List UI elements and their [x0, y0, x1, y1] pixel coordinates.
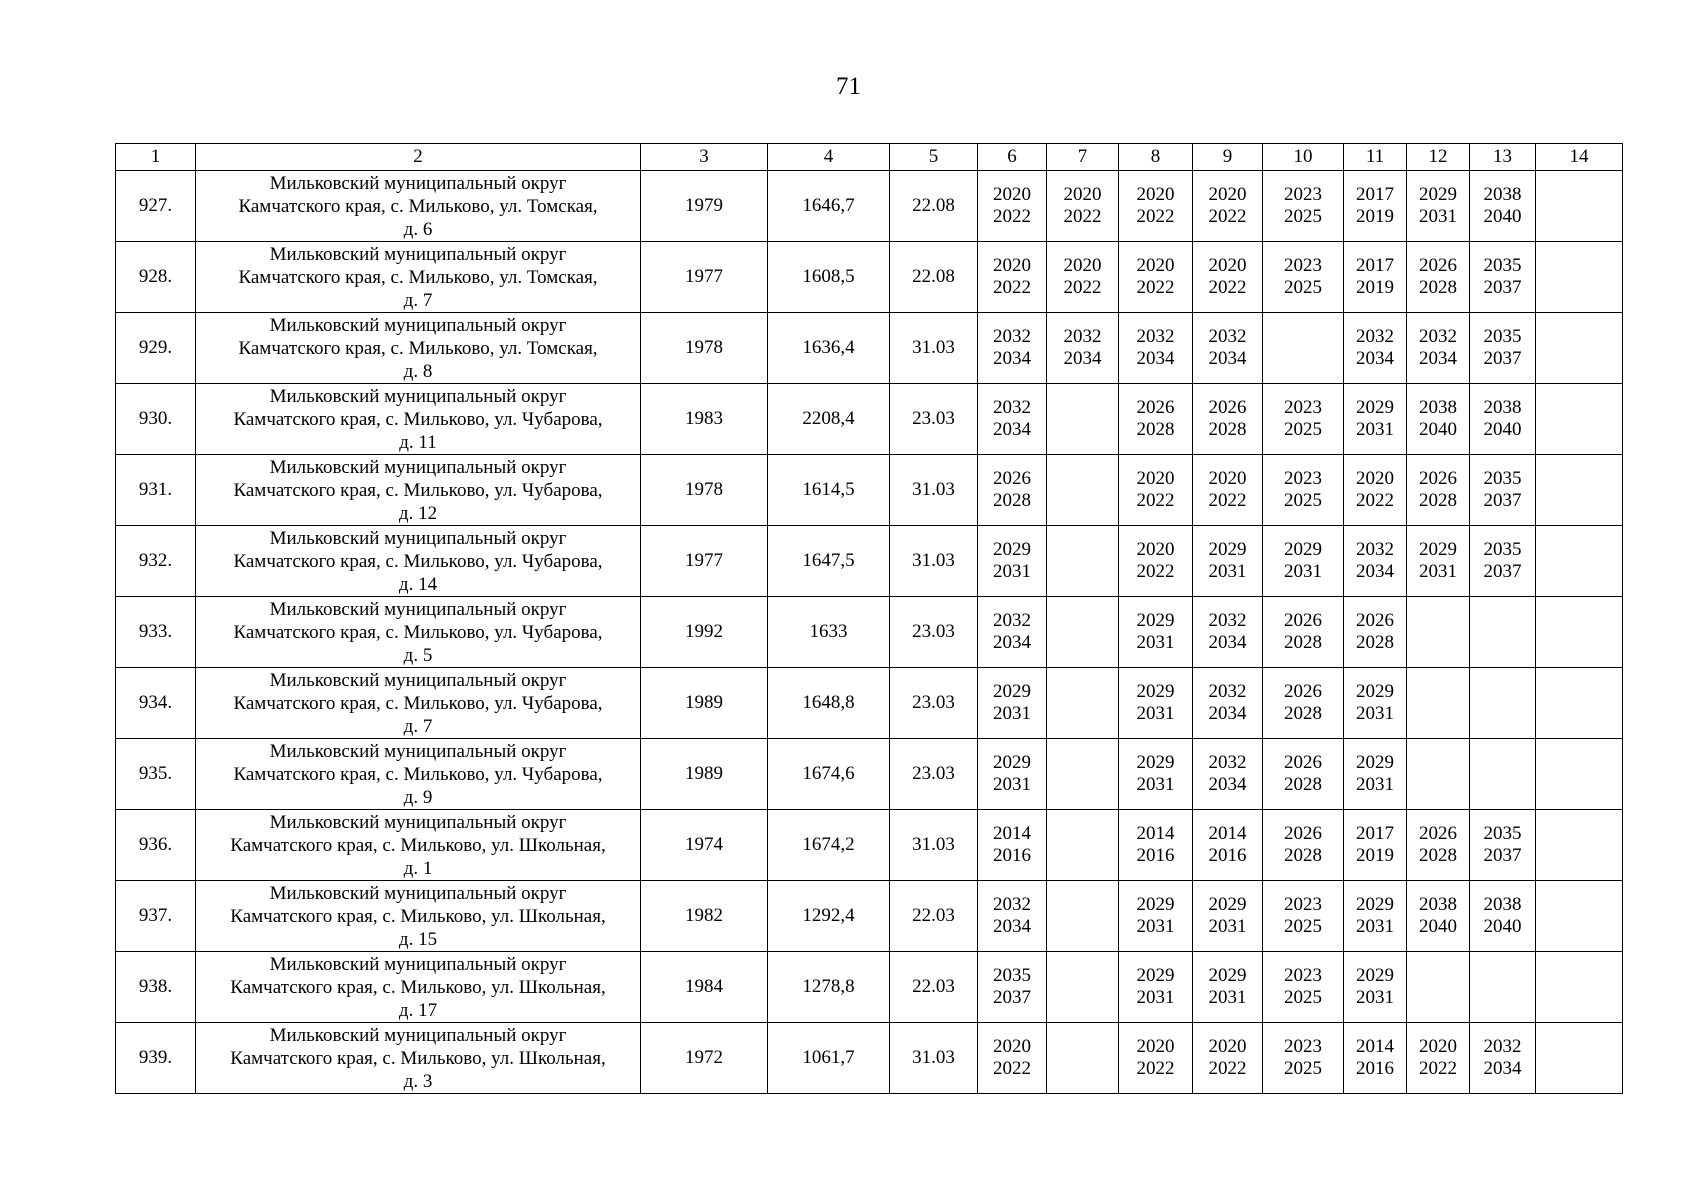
col8-cell: 2029 2031 [1119, 668, 1193, 739]
col14-cell [1536, 384, 1623, 455]
build-year-cell: 1979 [641, 171, 768, 242]
table-row [116, 597, 1623, 668]
column-header-13: 13 [1470, 144, 1536, 171]
column-header-1: 1 [116, 144, 196, 171]
col13-cell [1470, 739, 1536, 810]
build-year-cell: 1992 [641, 597, 768, 668]
col9-cell: 2020 2022 [1193, 171, 1263, 242]
address-cell: Мильковский муниципальный округ Камчатского края, с. Мильково, ул. Чубарова, д. 7 [196, 668, 641, 739]
col13-cell [1470, 952, 1536, 1023]
build-year-cell: 1978 [641, 455, 768, 526]
col10-cell [1263, 313, 1344, 384]
row-number: 933. [116, 597, 196, 668]
table-body [116, 171, 1623, 1094]
address-cell: Мильковский муниципальный округ Камчатского края, с. Мильково, ул. Школьная, д. 3 [196, 1023, 641, 1094]
col10-cell: 2023 2025 [1263, 455, 1344, 526]
row-number: 927. [116, 171, 196, 242]
col14-cell [1536, 668, 1623, 739]
col6-cell: 2032 2034 [978, 881, 1047, 952]
address-cell: Мильковский муниципальный округ Камчатского края, с. Мильково, ул. Чубарова, д. 5 [196, 597, 641, 668]
col12-cell [1407, 952, 1470, 1023]
col11-cell: 2014 2016 [1344, 1023, 1407, 1094]
col12-cell: 2020 2022 [1407, 1023, 1470, 1094]
table-row [116, 455, 1623, 526]
col11-cell: 2029 2031 [1344, 881, 1407, 952]
col12-cell: 2026 2028 [1407, 810, 1470, 881]
col7-cell [1047, 668, 1119, 739]
code-cell: 23.03 [890, 597, 978, 668]
page-number: 71 [836, 73, 861, 100]
area-cell: 1061,7 [768, 1023, 890, 1094]
col14-cell [1536, 739, 1623, 810]
code-cell: 22.08 [890, 171, 978, 242]
col11-cell: 2029 2031 [1344, 952, 1407, 1023]
col11-cell: 2029 2031 [1344, 668, 1407, 739]
col7-cell [1047, 384, 1119, 455]
col8-cell: 2020 2022 [1119, 455, 1193, 526]
col14-cell [1536, 455, 1623, 526]
col11-cell: 2026 2028 [1344, 597, 1407, 668]
col6-cell: 2026 2028 [978, 455, 1047, 526]
col9-cell: 2029 2031 [1193, 881, 1263, 952]
col8-cell: 2014 2016 [1119, 810, 1193, 881]
col7-cell [1047, 810, 1119, 881]
row-number: 935. [116, 739, 196, 810]
col6-cell: 2032 2034 [978, 313, 1047, 384]
col13-cell: 2038 2040 [1470, 384, 1536, 455]
column-header-8: 8 [1119, 144, 1193, 171]
address-cell: Мильковский муниципальный округ Камчатского края, с. Мильково, ул. Томская, д. 6 [196, 171, 641, 242]
col7-cell [1047, 1023, 1119, 1094]
col8-cell: 2032 2034 [1119, 313, 1193, 384]
col14-cell [1536, 810, 1623, 881]
col13-cell: 2032 2034 [1470, 1023, 1536, 1094]
column-header-6: 6 [978, 144, 1047, 171]
row-number: 932. [116, 526, 196, 597]
code-cell: 31.03 [890, 810, 978, 881]
area-cell: 1614,5 [768, 455, 890, 526]
col10-cell: 2023 2025 [1263, 1023, 1344, 1094]
col13-cell: 2035 2037 [1470, 526, 1536, 597]
col8-cell: 2020 2022 [1119, 242, 1193, 313]
col13-cell: 2038 2040 [1470, 881, 1536, 952]
table-row [116, 810, 1623, 881]
code-cell: 31.03 [890, 1023, 978, 1094]
build-year-cell: 1989 [641, 668, 768, 739]
area-cell: 1647,5 [768, 526, 890, 597]
row-number: 929. [116, 313, 196, 384]
col12-cell: 2038 2040 [1407, 881, 1470, 952]
build-year-cell: 1977 [641, 526, 768, 597]
col9-cell: 2029 2031 [1193, 952, 1263, 1023]
address-cell: Мильковский муниципальный округ Камчатского края, с. Мильково, ул. Чубарова, д. 12 [196, 455, 641, 526]
column-header-2: 2 [196, 144, 641, 171]
col7-cell [1047, 952, 1119, 1023]
col9-cell: 2020 2022 [1193, 1023, 1263, 1094]
column-header-7: 7 [1047, 144, 1119, 171]
col8-cell: 2029 2031 [1119, 881, 1193, 952]
code-cell: 31.03 [890, 313, 978, 384]
col12-cell: 2026 2028 [1407, 242, 1470, 313]
col6-cell: 2029 2031 [978, 739, 1047, 810]
col9-cell: 2032 2034 [1193, 739, 1263, 810]
row-number: 936. [116, 810, 196, 881]
build-year-cell: 1978 [641, 313, 768, 384]
column-header-14: 14 [1536, 144, 1623, 171]
table-row [116, 952, 1623, 1023]
build-year-cell: 1982 [641, 881, 768, 952]
code-cell: 23.03 [890, 739, 978, 810]
col11-cell: 2017 2019 [1344, 242, 1407, 313]
col9-cell: 2020 2022 [1193, 242, 1263, 313]
area-cell: 1292,4 [768, 881, 890, 952]
build-year-cell: 1972 [641, 1023, 768, 1094]
col7-cell [1047, 739, 1119, 810]
col6-cell: 2020 2022 [978, 171, 1047, 242]
col8-cell: 2020 2022 [1119, 526, 1193, 597]
col12-cell: 2038 2040 [1407, 384, 1470, 455]
code-cell: 22.08 [890, 242, 978, 313]
area-cell: 1674,6 [768, 739, 890, 810]
col6-cell: 2020 2022 [978, 242, 1047, 313]
table-row [116, 313, 1623, 384]
address-cell: Мильковский муниципальный округ Камчатского края, с. Мильково, ул. Чубарова, д. 14 [196, 526, 641, 597]
row-number: 930. [116, 384, 196, 455]
code-cell: 23.03 [890, 668, 978, 739]
col11-cell: 2017 2019 [1344, 171, 1407, 242]
col13-cell: 2035 2037 [1470, 242, 1536, 313]
column-header-11: 11 [1344, 144, 1407, 171]
col10-cell: 2029 2031 [1263, 526, 1344, 597]
col13-cell: 2035 2037 [1470, 810, 1536, 881]
table-row [116, 668, 1623, 739]
col6-cell: 2029 2031 [978, 668, 1047, 739]
col10-cell: 2026 2028 [1263, 597, 1344, 668]
col13-cell [1470, 597, 1536, 668]
col12-cell: 2029 2031 [1407, 526, 1470, 597]
col11-cell: 2029 2031 [1344, 384, 1407, 455]
address-cell: Мильковский муниципальный округ Камчатского края, с. Мильково, ул. Школьная, д. 17 [196, 952, 641, 1023]
col10-cell: 2026 2028 [1263, 810, 1344, 881]
col8-cell: 2026 2028 [1119, 384, 1193, 455]
col12-cell: 2029 2031 [1407, 171, 1470, 242]
col6-cell: 2014 2016 [978, 810, 1047, 881]
area-cell: 1636,4 [768, 313, 890, 384]
row-number: 931. [116, 455, 196, 526]
col13-cell: 2035 2037 [1470, 455, 1536, 526]
area-cell: 1674,2 [768, 810, 890, 881]
row-number: 938. [116, 952, 196, 1023]
code-cell: 23.03 [890, 384, 978, 455]
col14-cell [1536, 526, 1623, 597]
area-cell: 2208,4 [768, 384, 890, 455]
col9-cell: 2026 2028 [1193, 384, 1263, 455]
code-cell: 22.03 [890, 952, 978, 1023]
table-row [116, 1023, 1623, 1094]
col10-cell: 2023 2025 [1263, 384, 1344, 455]
col7-cell: 2020 2022 [1047, 242, 1119, 313]
table-row [116, 171, 1623, 242]
col9-cell: 2014 2016 [1193, 810, 1263, 881]
col14-cell [1536, 242, 1623, 313]
housing-registry-table [115, 143, 1623, 1094]
col12-cell [1407, 668, 1470, 739]
col12-cell: 2026 2028 [1407, 455, 1470, 526]
code-cell: 31.03 [890, 455, 978, 526]
column-header-3: 3 [641, 144, 768, 171]
column-header-10: 10 [1263, 144, 1344, 171]
address-cell: Мильковский муниципальный округ Камчатского края, с. Мильково, ул. Школьная, д. 15 [196, 881, 641, 952]
col7-cell: 2020 2022 [1047, 171, 1119, 242]
area-cell: 1646,7 [768, 171, 890, 242]
table-row [116, 739, 1623, 810]
build-year-cell: 1983 [641, 384, 768, 455]
col10-cell: 2026 2028 [1263, 668, 1344, 739]
col11-cell: 2032 2034 [1344, 526, 1407, 597]
col14-cell [1536, 1023, 1623, 1094]
col14-cell [1536, 171, 1623, 242]
code-cell: 31.03 [890, 526, 978, 597]
col10-cell: 2026 2028 [1263, 739, 1344, 810]
col9-cell: 2029 2031 [1193, 526, 1263, 597]
address-cell: Мильковский муниципальный округ Камчатского края, с. Мильково, ул. Школьная, д. 1 [196, 810, 641, 881]
area-cell: 1648,8 [768, 668, 890, 739]
row-number: 928. [116, 242, 196, 313]
col7-cell [1047, 455, 1119, 526]
table-row [116, 242, 1623, 313]
col11-cell: 2032 2034 [1344, 313, 1407, 384]
col8-cell: 2029 2031 [1119, 952, 1193, 1023]
col13-cell [1470, 668, 1536, 739]
code-cell: 22.03 [890, 881, 978, 952]
col13-cell: 2038 2040 [1470, 171, 1536, 242]
col10-cell: 2023 2025 [1263, 952, 1344, 1023]
table-row [116, 384, 1623, 455]
address-cell: Мильковский муниципальный округ Камчатского края, с. Мильково, ул. Томская, д. 8 [196, 313, 641, 384]
col14-cell [1536, 313, 1623, 384]
col8-cell: 2020 2022 [1119, 171, 1193, 242]
row-number: 937. [116, 881, 196, 952]
table-row [116, 881, 1623, 952]
build-year-cell: 1974 [641, 810, 768, 881]
col11-cell: 2029 2031 [1344, 739, 1407, 810]
row-number: 934. [116, 668, 196, 739]
col7-cell [1047, 881, 1119, 952]
col6-cell: 2020 2022 [978, 1023, 1047, 1094]
col9-cell: 2032 2034 [1193, 597, 1263, 668]
col12-cell [1407, 739, 1470, 810]
col14-cell [1536, 597, 1623, 668]
col12-cell [1407, 597, 1470, 668]
address-cell: Мильковский муниципальный округ Камчатского края, с. Мильково, ул. Чубарова, д. 9 [196, 739, 641, 810]
build-year-cell: 1984 [641, 952, 768, 1023]
col9-cell: 2032 2034 [1193, 313, 1263, 384]
column-header-4: 4 [768, 144, 890, 171]
build-year-cell: 1977 [641, 242, 768, 313]
col6-cell: 2029 2031 [978, 526, 1047, 597]
column-header-12: 12 [1407, 144, 1470, 171]
address-cell: Мильковский муниципальный округ Камчатского края, с. Мильково, ул. Чубарова, д. 11 [196, 384, 641, 455]
col8-cell: 2020 2022 [1119, 1023, 1193, 1094]
col11-cell: 2020 2022 [1344, 455, 1407, 526]
col10-cell: 2023 2025 [1263, 242, 1344, 313]
col11-cell: 2017 2019 [1344, 810, 1407, 881]
col8-cell: 2029 2031 [1119, 739, 1193, 810]
col14-cell [1536, 881, 1623, 952]
header-row [116, 144, 1623, 171]
address-cell: Мильковский муниципальный округ Камчатского края, с. Мильково, ул. Томская, д. 7 [196, 242, 641, 313]
column-header-5: 5 [890, 144, 978, 171]
col9-cell: 2032 2034 [1193, 668, 1263, 739]
table-row [116, 526, 1623, 597]
build-year-cell: 1989 [641, 739, 768, 810]
col14-cell [1536, 952, 1623, 1023]
col6-cell: 2032 2034 [978, 384, 1047, 455]
col12-cell: 2032 2034 [1407, 313, 1470, 384]
area-cell: 1633 [768, 597, 890, 668]
column-header-9: 9 [1193, 144, 1263, 171]
col13-cell: 2035 2037 [1470, 313, 1536, 384]
col9-cell: 2020 2022 [1193, 455, 1263, 526]
col7-cell: 2032 2034 [1047, 313, 1119, 384]
col7-cell [1047, 526, 1119, 597]
area-cell: 1608,5 [768, 242, 890, 313]
col7-cell [1047, 597, 1119, 668]
col6-cell: 2032 2034 [978, 597, 1047, 668]
col6-cell: 2035 2037 [978, 952, 1047, 1023]
area-cell: 1278,8 [768, 952, 890, 1023]
col8-cell: 2029 2031 [1119, 597, 1193, 668]
col10-cell: 2023 2025 [1263, 881, 1344, 952]
col10-cell: 2023 2025 [1263, 171, 1344, 242]
row-number: 939. [116, 1023, 196, 1094]
